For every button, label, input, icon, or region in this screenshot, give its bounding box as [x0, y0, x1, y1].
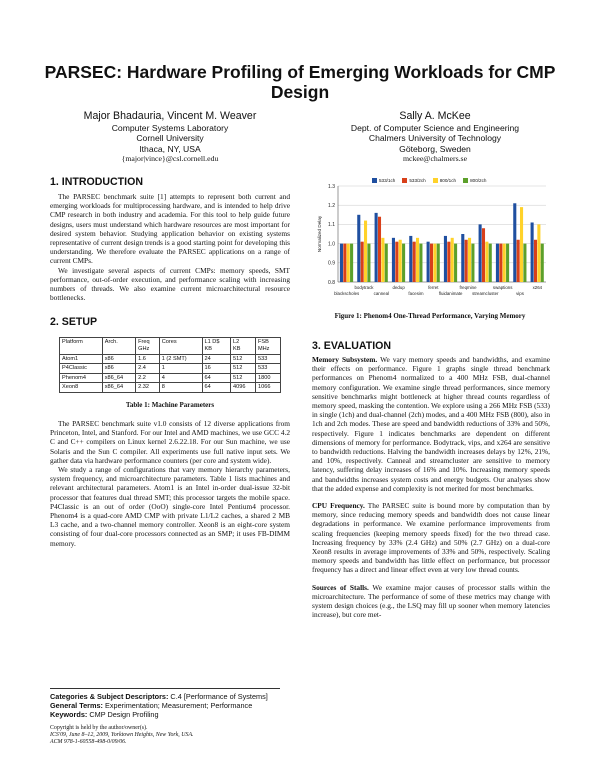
figure-1: [306, 174, 554, 314]
setup-paragraph: We study a range of configurations that vary memory hierarchy parameters, system frequency, and microarchitecture parameters. Table 1 lists machines and relevant architectural parameters. Atom1 is an Intel in-order dual-issue 32-bit processor that features dual thread SMT; this processor targets the mobile space. P4Classic is an out of order (OoO) single-core Intel Pentium4 processor. Phenom4 is a quad-core AMD CMP with private L1/L2 caches, a shared 2 MB L3 cache, and a two-channel memory controller. Xeon8 is an eight-core system consisting of four dual-core processors connected as an SMP; it uses FB-DIMM memory.: [50, 465, 290, 548]
figure-caption: Figure 1: Phenom4 One-Thread Performance, Varying Memory: [334, 312, 526, 320]
machine-parameters-table: [59, 337, 281, 393]
bar: [364, 221, 367, 282]
bar: [427, 242, 430, 282]
table-cell: 8: [159, 383, 202, 393]
table-cell: x86_64: [102, 373, 135, 383]
y-tick-label: 0.8: [328, 279, 335, 286]
bar: [381, 238, 384, 282]
table-cell: x86: [102, 364, 135, 374]
table-cell: 1800: [255, 373, 280, 383]
y-tick-label: 1.1: [328, 222, 335, 229]
table-row: [60, 354, 281, 364]
table-cell: Xeon8: [60, 383, 103, 393]
intro-paragraph: The PARSEC benchmark suite [1] attempts to represent both current and emerging workloads for multiprocessing hardware, and is intended to help drive CMP research in both industry and academia. For this tool to help guide future designs, users must understand which hardware resources are most important for desired system behavior. Studying application behavior on existing systems representative of current design trends is a good starting point for developing this understanding. We therefore evaluate the PARSEC applications on a range of current CMPs.: [50, 192, 290, 266]
bar-chart: [306, 174, 554, 314]
table-header-cell: FSB MHz: [255, 338, 280, 354]
bar: [419, 244, 422, 282]
table-cell: Phenom4: [60, 373, 103, 383]
bar: [430, 244, 433, 282]
bar: [485, 242, 488, 282]
table-cell: 1066: [255, 383, 280, 393]
bar: [375, 213, 378, 282]
bar: [357, 215, 360, 282]
table-cell: 16: [202, 364, 231, 374]
table-cell: Atom1: [60, 354, 103, 364]
x-tick-label: streamcluster: [472, 291, 499, 296]
author-affiliation: Cornell University: [136, 133, 204, 144]
table-cell: 533: [255, 364, 280, 374]
bar: [499, 244, 502, 282]
bar: [347, 244, 350, 282]
table-caption: Table 1: Machine Parameters: [125, 401, 215, 409]
y-axis-label: Normalized Delay: [317, 215, 322, 253]
bar: [496, 244, 499, 282]
bar: [517, 240, 520, 282]
bar: [465, 240, 468, 282]
table-header-row: [60, 338, 281, 354]
sources-of-stalls-text: We examine major causes of processor stalls within the microarchitecture. The performance of some of these metrics may change with system design choices (e.g., the LSQ may fill up sooner when memory latencies increase), but core met-: [312, 582, 550, 620]
bar: [451, 238, 454, 282]
table-cell: P4Classic: [60, 364, 103, 374]
table-row: [60, 373, 281, 383]
bar: [447, 242, 450, 282]
x-tick-label: swaptions: [492, 285, 513, 290]
bar: [444, 236, 447, 282]
bar: [395, 242, 398, 282]
author-block-left: [60, 110, 280, 165]
author-block-right: [320, 110, 550, 165]
table-cell: 64: [202, 373, 231, 383]
setup-paragraph: The PARSEC benchmark suite v1.0 consists of 12 diverse applications from Princeton, Intel, and Stanford. For our Intel and AMD machines, we use GCC 4.2 C and C++ compilers on Linux kernel 2.6.22.18. For our Sun machine, we use Solaris and the Sun C compiler. All experiments use full native input sets. We gather data via hardware performance counters (per core and system wide).: [50, 419, 290, 465]
isbn-info: ACM 978-1-60558-498-0/09/06.: [50, 739, 127, 746]
bar: [343, 244, 346, 282]
x-tick-label: facesim: [408, 291, 424, 296]
x-tick-label: blackscholes: [334, 291, 360, 296]
x-tick-label: x264: [532, 285, 543, 290]
table-cell: 2.2: [136, 373, 160, 383]
sources-of-stalls-paragraph: [312, 583, 550, 620]
bar: [454, 244, 457, 282]
bar: [534, 240, 537, 282]
legend-label: 800/1ch: [439, 178, 457, 183]
bar: [413, 242, 416, 282]
copyright-notice: Copyright is held by the author/owner(s).: [50, 725, 148, 731]
x-tick-label: freqmine: [459, 285, 477, 290]
author-affiliation: Chalmers University of Technology: [368, 133, 502, 144]
table-cell: 4: [159, 373, 202, 383]
table-cell: 533: [255, 354, 280, 364]
author-affiliation: Dept. of Computer Science and Engineering: [350, 123, 520, 133]
paper-title: PARSEC: Hardware Profiling of Emerging Workloads for CMP Design: [44, 62, 556, 102]
general-terms-line: [50, 701, 290, 710]
author-location: Göteborg, Sweden: [399, 143, 471, 154]
table-header-cell: Platform: [60, 338, 103, 354]
table-header-cell: L1 D$ KB: [202, 338, 231, 354]
bar: [513, 203, 516, 282]
cpu-frequency-lead: CPU Frequency.: [312, 501, 365, 511]
bar: [489, 244, 492, 282]
general-terms-label: General Terms:: [50, 701, 103, 710]
bar: [461, 234, 464, 282]
table-header-cell: Arch.: [102, 338, 135, 354]
bar: [482, 228, 485, 282]
author-location: Ithaca, NY, USA: [139, 143, 201, 154]
table-cell: 512: [231, 373, 256, 383]
author-email: {major|vince}@csl.cornell.edu: [121, 154, 219, 164]
table-cell: x86_64: [102, 383, 135, 393]
keywords-value: CMP Design Profiling: [87, 710, 159, 719]
bar: [437, 244, 440, 282]
memory-subsystem-lead: Memory Subsystem.: [312, 355, 378, 364]
x-tick-label: dedup: [392, 285, 405, 290]
bar: [520, 207, 523, 282]
conference-info: ICS'09, June 8–12, 2009, Yorktown Heights, New York, USA.: [50, 732, 194, 739]
keywords-line: [50, 710, 290, 719]
bar: [479, 224, 482, 282]
author-affiliation: Computer Systems Laboratory: [111, 123, 229, 133]
categories-line: [50, 692, 290, 701]
legend-label: 533/1ch: [379, 178, 396, 183]
table-cell: 2.32: [136, 383, 160, 393]
bar: [361, 242, 364, 282]
table-row: [60, 364, 281, 374]
bar: [433, 244, 436, 282]
bar: [541, 244, 544, 282]
bar: [506, 244, 509, 282]
table-cell: 24: [202, 354, 231, 364]
categories-label: Categories & Subject Descriptors:: [50, 692, 169, 701]
x-tick-label: bodytrack: [354, 285, 374, 290]
section-heading-evaluation: 3. EVALUATION: [312, 340, 392, 352]
bar: [416, 238, 419, 282]
x-tick-label: ferret: [428, 285, 439, 290]
table-cell: 1: [159, 364, 202, 374]
bar: [503, 244, 506, 282]
cpu-frequency-text: The PARSEC suite is bound more by computation than by memory, since reducing memory speeds and bandwidth does not cause linear degradations in performance. We examine performance improvements from scaling frequencies (keeping memory speeds fixed) for the two thread case. Increasing frequency by 33% (2.4 GHz) and 50% (2.7 GHz) on a dual-core Xeon8 results in average improvements of 33% and 50%, respectively. Scaling memory speeds and bandwidth has little effect on performance, but processor frequency has a direct and linear effect even at very low thread counts.: [312, 501, 550, 575]
legend-label: 800/2ch: [470, 178, 487, 183]
intro-paragraph: We investigate several aspects of current CMPs: memory speeds, SMT performance, out-of-order execution, and performance scaling with increasing numbers of threads. We also examine current microarchitectural resource bottlenecks.: [50, 265, 290, 303]
y-tick-label: 0.9: [328, 260, 335, 267]
author-names: Major Bhadauria, Vincent M. Weaver: [83, 110, 257, 122]
categories-value: C.4 [Performance of Systems]: [168, 692, 268, 701]
bar: [340, 244, 343, 282]
table-cell: 64: [202, 383, 231, 393]
bar: [471, 244, 474, 282]
x-tick-label: fluidanimate: [438, 291, 463, 296]
table-header-cell: Freq GHz: [136, 338, 160, 354]
y-tick-label: 1.2: [328, 203, 335, 209]
author-email: mckee@chalmers.se: [402, 154, 468, 164]
footer-block: [50, 688, 290, 747]
bar: [399, 240, 402, 282]
memory-subsystem-paragraph: [312, 355, 550, 493]
table-cell: 2.4: [136, 364, 160, 374]
author-names: Sally A. McKee: [399, 110, 471, 122]
memory-subsystem-text: We vary memory speeds and bandwidths, and examine their effects on performance. Figure 1 graphs single thread benchmark performances on Phenom4 normalized to a 400 MHz FSB, dual-channel memory configuration. We examine single thread performances, since memory sensitive benchmarks might bottleneck at higher thread counts regardless of memory speed, masking the contention. We explore using a 266 MHz FSB (533) in single (1ch) and dual-channel (2ch) modes, and a 400 MHz FSB (800), also in 1ch and 2ch modes. These are speed and bandwidth reductions of 33% and 50%, respectively. Figure 1 indicates benchmarks are dependent on different dimensions of memory for performance. Bodytrack, vips, and x264 are sensitive to bandwidth reductions. Halving the bandwidth increases delays by 12%, 21%, and 10%, respectively. Canneal and streamcluster are sensitive to memory latency, suffering delay increases of 16% and 10%. Increasing memory speeds and bandwidths increases system costs and energy budgets. Our analyses show that the added expense and complexity is not merited for most benchmarks.: [312, 355, 550, 493]
cpu-frequency-paragraph: [312, 501, 550, 575]
bar: [378, 217, 381, 282]
legend-label: 533/2ch: [409, 178, 426, 183]
x-tick-label: canneal: [373, 291, 390, 296]
bar: [367, 244, 370, 282]
left-column: [50, 176, 290, 548]
table-cell: 512: [231, 354, 256, 364]
table-header-cell: Cores: [159, 338, 202, 354]
bar: [531, 222, 534, 282]
y-tick-label: 1.0: [328, 241, 335, 248]
bar: [409, 236, 412, 282]
bar: [537, 224, 540, 282]
table-cell: x86: [102, 354, 135, 364]
section-heading-setup: 2. SETUP: [50, 316, 98, 329]
section-heading-introduction: 1. INTRODUCTION: [50, 176, 143, 188]
right-column: [312, 340, 550, 619]
x-tick-label: vips: [516, 291, 524, 296]
sources-of-stalls-lead: Sources of Stalls.: [312, 582, 369, 592]
footer-divider: [50, 688, 280, 689]
bar: [392, 238, 395, 282]
table-cell: 4096: [231, 383, 256, 393]
bar: [350, 244, 353, 282]
y-tick-label: 1.3: [328, 183, 335, 190]
keywords-label: Keywords:: [50, 710, 88, 719]
bar: [385, 244, 388, 282]
bar: [402, 244, 405, 282]
table-header-cell: L2 KB: [231, 338, 256, 354]
bar: [468, 238, 471, 282]
table-cell: 1 (2 SMT): [159, 354, 202, 364]
table-cell: 512: [231, 364, 256, 374]
table-cell: 1.6: [136, 354, 160, 364]
general-terms-value: Experimentation; Measurement; Performance: [103, 701, 253, 710]
bar: [523, 244, 526, 282]
table-row: [60, 383, 281, 393]
